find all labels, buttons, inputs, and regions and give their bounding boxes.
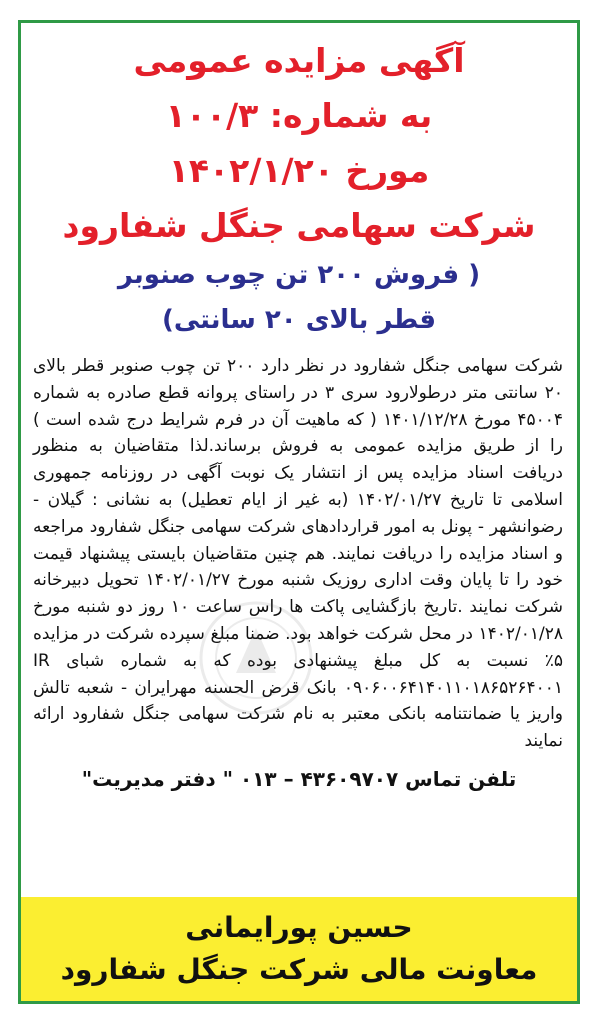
notice-number: به شماره: ۱۰۰/۳: [165, 96, 433, 135]
signatory-position: معاونت مالی شرکت جنگل شفارود: [60, 953, 538, 986]
subtitle-line-2: قطر بالای ۲۰ سانتی): [161, 305, 437, 335]
company-name: شرکت سهامی جنگل شفارود: [62, 206, 536, 245]
signatory-name: حسین پورایمانی: [185, 911, 413, 944]
notice-date: مورخ ۱۴۰۲/۱/۲۰: [168, 151, 430, 190]
notice-body: شرکت سهامی جنگل شفارود در نظر دارد ۲۰۰ تن چوب صنوبر قطر بالای ۲۰ سانتی متر درطولارود سری ۳ در راستای پروانه قطع صادره به شماره ۴۵۰۰۴ مورخ ۱۴۰۱/۱۲/۲۸ ( که ماهیت آن در فرم شرایط درج شده است ) را از طریق مزایده عمومی به فروش برساند.لذا متقاضیان به منظور دریافت اسناد مزایده پس از انتشار یک نوبت آگهی در روزنامه جمهوری اسلامی تا تاریخ ۱۴۰۲/۰۱/۲۷ (به غیر از ایام تعطیل) به نشانی : گیلان - رضوانشهر - پونل به امور قراردادهای شرکت سهامی جنگل شفارود مراجعه و اسناد مزایده را دریافت نمایند. هم چنین متقاضیان بایستی پیشنهاد قیمت خود را تا پایان وقت اداری روزیک شنبه مورخ ۱۴۰۲/۰۱/۲۷ تحویل دبیرخانه شرکت نمایند .تاریخ بازگشایی پاکت ها راس ساعت ۱۰ روز دو شنبه مورخ ۱۴۰۲/۰۱/۲۸ در محل شرکت خواهد بود. ضمنا مبلغ سپرده شرکت در مزایده ۵٪ نسبت به کل مبلغ پیشنهادی بوده که به شماره شبای IR ۰۹۰۶۰۰۶۴۱۴۰۱۱۰۱۸۶۵۲۶۴۰۰۱ بانک قرض الحسنه مهرایران - شعبه تالش واریز یا ضمانتنامه بانکی معتبر به نام شرکت سهامی جنگل شفارود ارائه نمایند: [33, 356, 563, 752]
signature-block: [21, 897, 577, 1001]
notice-header: [21, 23, 577, 343]
notice-frame: [18, 20, 580, 1004]
subtitle-line-1: ( فروش ۲۰۰ تن چوب صنوبر: [117, 260, 481, 290]
notice-title: آگهی مزایده عمومی: [133, 41, 465, 80]
contact-phone: تلفن تماس ۴۳۶۰۹۷۰۷ – ۰۱۳ " دفتر مدیریت": [81, 766, 517, 791]
